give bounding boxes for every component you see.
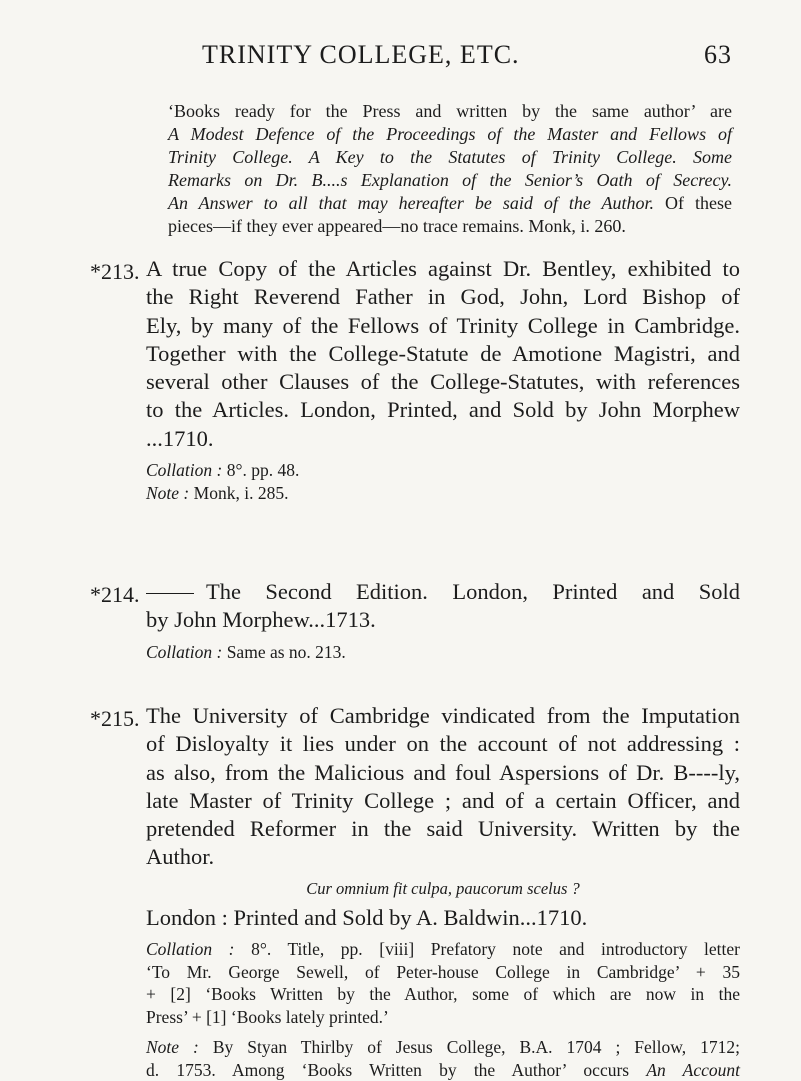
intro-title: Some <box>693 147 733 167</box>
entry-line-text: The Second Edition. London, Printed and Sold <box>206 579 740 604</box>
entry-line: The University of Cambridge vindicated from the Imputation <box>146 703 740 728</box>
note-title: An Account <box>646 1059 740 1080</box>
entry-line: the Right Reverend Father in God, John, Lord Bishop of <box>146 284 740 310</box>
collation-line: ‘To Mr. George Sewell, of Peter-house College in Cambridge’ + 35 <box>146 961 740 982</box>
collation <box>146 641 740 664</box>
collation-line: Press’ + [1] ‘Books lately printed.’ <box>146 1006 389 1027</box>
entry-line: as also, from the Malicious and foul Aspersions of Dr. B----ly, <box>146 759 740 785</box>
intro-line: ‘Books ready for the Press and written by the same author’ are <box>168 101 732 121</box>
collation-line: + [2] ‘Books Written by the Author, some of which are now in the <box>146 984 740 1005</box>
collation <box>146 938 740 961</box>
note <box>146 1036 740 1059</box>
collation-label: Collation : <box>146 460 223 481</box>
intro-line <box>168 192 732 215</box>
entry-line: Ely, by many of the Fellows of Trinity College in Cambridge. <box>146 312 740 338</box>
entry-line <box>146 578 740 606</box>
motto: Cur omnium fit culpa, paucorum scelus ? <box>306 878 580 898</box>
note-label: Note : <box>146 482 190 503</box>
entry-line: of Disloyalty it lies under on the account of not addressing : <box>146 731 740 757</box>
collation-text: 8°. Title, pp. [viii] Prefatory note and introductory letter <box>251 939 740 960</box>
collation-label: Collation : <box>146 641 223 662</box>
note <box>146 482 740 505</box>
collation-label: Collation : <box>146 939 235 960</box>
entry-line: to the Articles. London, Printed, and Sold by John Morphew <box>146 397 740 423</box>
entry-line: several other Clauses of the College-Statutes, with references <box>146 369 740 395</box>
running-title: TRINITY COLLEGE, ETC. <box>202 40 520 69</box>
intro-paragraph <box>168 100 732 238</box>
entry-body <box>146 578 740 663</box>
intro-line <box>168 146 732 169</box>
entry-line: late Master of Trinity College ; and of a certain Officer, and <box>146 787 740 813</box>
entry-line: Author. <box>146 844 215 870</box>
entry-body <box>146 702 740 1081</box>
entry-line: Together with the College-Statute de Amotione Magistri, and <box>146 340 740 366</box>
entry-number: *214. <box>90 582 140 607</box>
entry-line: by John Morphew...1713. <box>146 607 376 633</box>
intro-text: Of these <box>665 193 732 213</box>
intro-line: A Modest Defence of the Proceedings of the Master and Fellows of <box>168 124 732 144</box>
entry-line: A true Copy of the Articles against Dr. Bentley, exhibited to <box>146 256 740 281</box>
page-number: 63 <box>704 40 732 69</box>
entry-number: *215. <box>90 706 140 731</box>
note-text: d. 1753. Among ‘Books Written by the Author’ occurs <box>146 1059 630 1080</box>
entry-line: ...1710. <box>146 425 214 451</box>
entry-line: pretended Reformer in the said University. Written by the <box>146 816 740 842</box>
intro-title: Trinity College. A Key to the Statutes of Trinity College. <box>168 147 677 167</box>
note-label: Note : <box>146 1037 199 1058</box>
running-head <box>172 40 732 80</box>
collation-text: Same as no. 213. <box>226 641 346 662</box>
collation-text: 8°. pp. 48. <box>226 460 300 481</box>
imprint: London : Printed and Sold by A. Baldwin...1710. <box>146 904 588 930</box>
intro-title: An Answer to all that may hereafter be said of the Author. <box>168 193 655 213</box>
collation <box>146 459 740 482</box>
intro-line: pieces—if they ever appeared—no trace remains. Monk, i. 260. <box>168 216 626 236</box>
entry-body <box>146 255 740 504</box>
ditto-dash <box>146 593 194 594</box>
note-text: Monk, i. 285. <box>193 482 289 503</box>
entry-number: *213. <box>90 259 140 284</box>
intro-line: Remarks on Dr. B....s Explanation of the Senior’s Oath of Secrecy. <box>168 170 732 190</box>
note-line <box>146 1059 740 1081</box>
note-text: By Styan Thirlby of Jesus College, B.A. 1704 ; Fellow, 1712; <box>212 1037 740 1058</box>
